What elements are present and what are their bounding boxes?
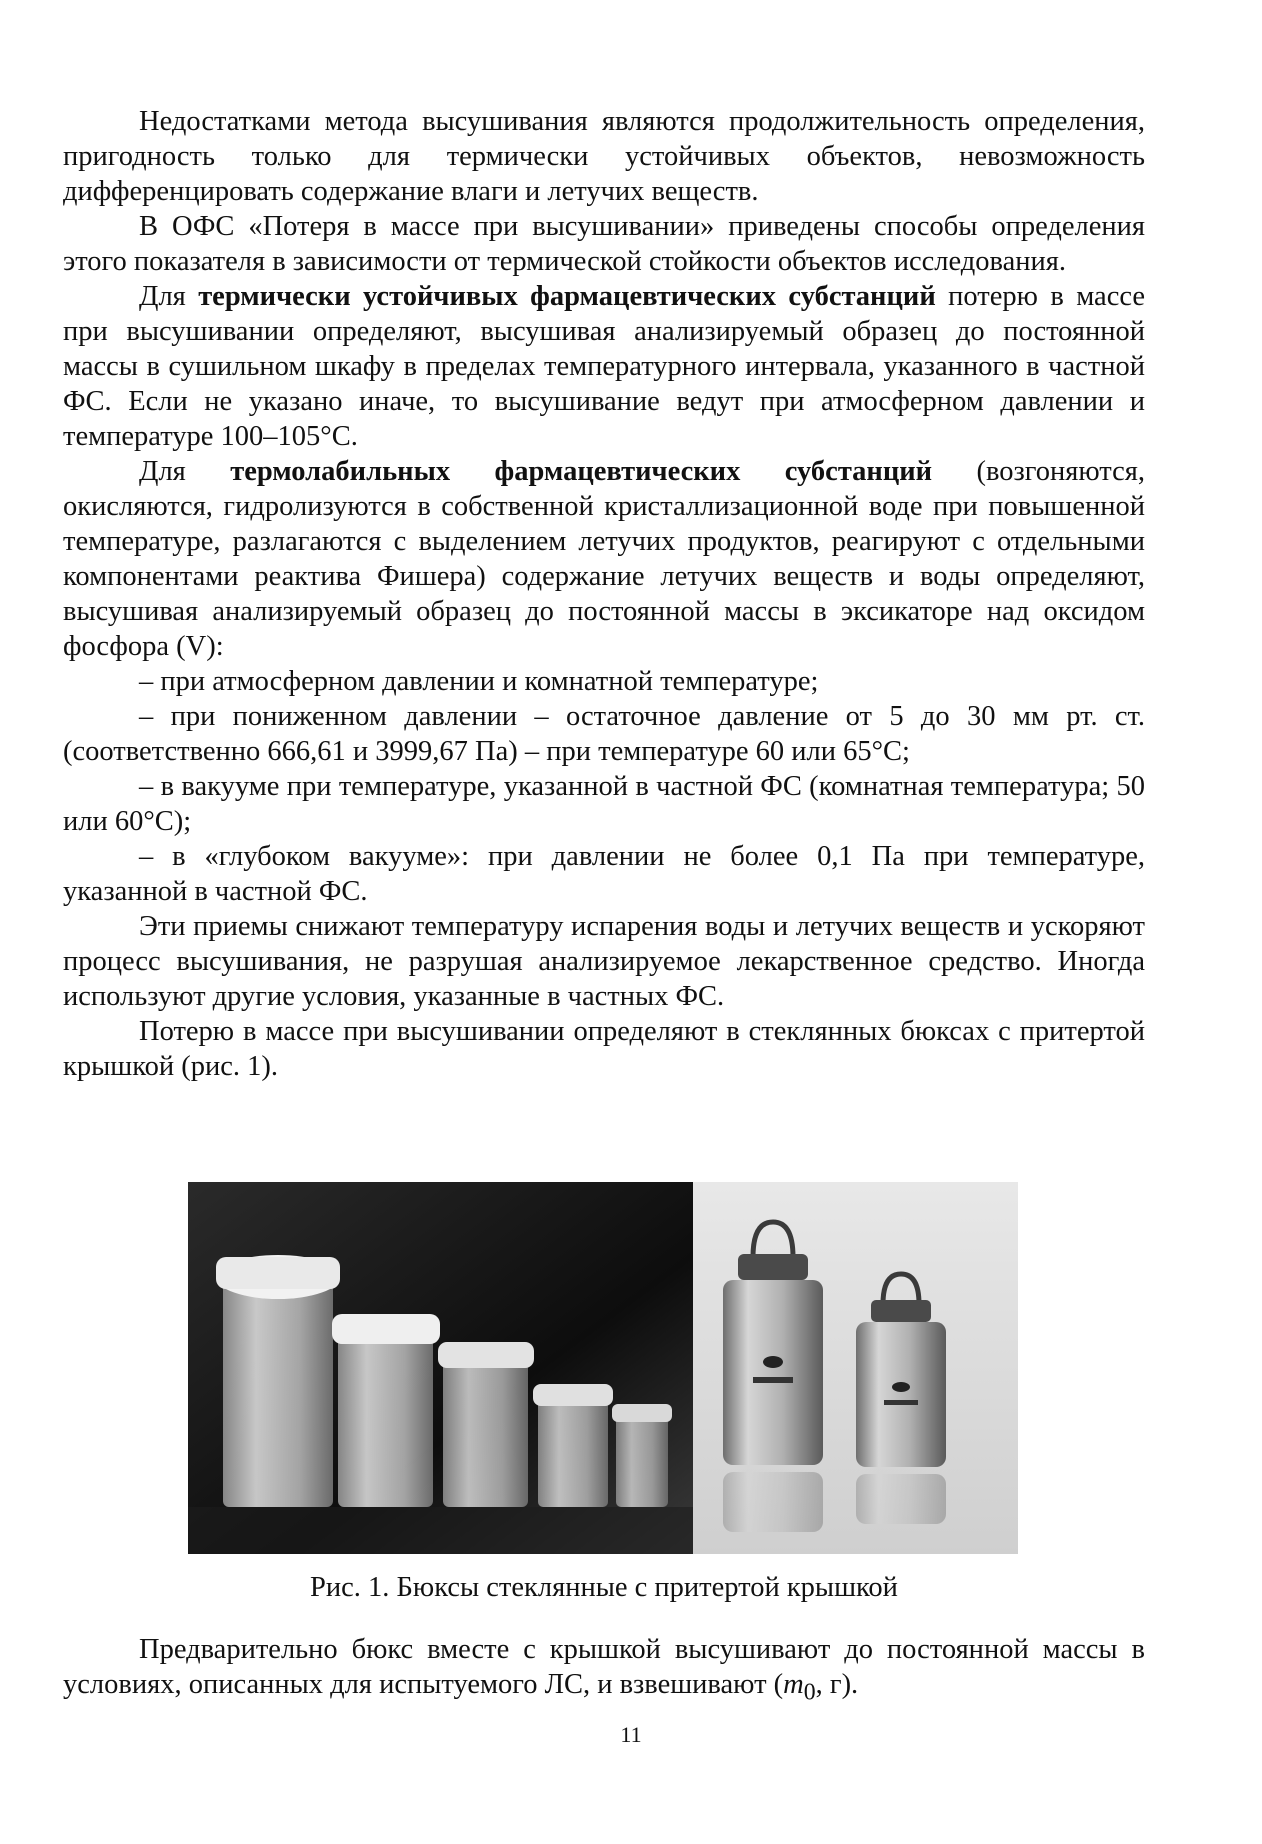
text-run: – в «глубоком вакууме»: при давлении не более 0,1 Па при температуре, указанной в частной ФС.	[63, 841, 1145, 907]
bottle-large	[216, 1255, 340, 1507]
text-run: – при пониженном давлении – остаточное давление от 5 до 30 мм рт. ст. (соответственно 666,61 и 3999,67 Па) – при температуре 60 или 65°С;	[63, 701, 1145, 767]
paragraph	[63, 839, 1145, 909]
text-run: Недостатками метода высушивания являются продолжительность определения, пригодность только для термически устойчивых объектов, невозможность дифференцировать содержание влаги и летучих веществ.	[63, 106, 1145, 207]
text-run: , г).	[815, 1669, 859, 1700]
text-run: В ОФС «Потеря в массе при высушивании» приведены способы определения этого показателя в зависимости от термической стойкости объектов исследования.	[63, 211, 1145, 277]
text-run: потерю в массе при высушивании определяют, высушивая анализируемый образец до постоянной массы в сушильном шкафу в пределах температурного интервала, указанного в частной ФС. Если не указано иначе, то высушивание ведут при атмосферном давлении и температуре 100–105°С.	[63, 281, 1145, 452]
paragraph	[63, 279, 1145, 454]
text-run: – при атмосферном давлении и комнатной температуре;	[139, 666, 819, 697]
paragraph	[63, 699, 1145, 769]
text-run: (возгоняются, окисляются, гидролизуются в собственной кристаллизационной воде при повышенной температуре, разлагаются с выделением летучих продуктов, реагируют с отдельными компонентами реактива Фишера) содержание летучих веществ и воды определяют, высушивая анализируемый образец до постоянной массы в эксикаторе над оксидом фосфора (V):	[63, 456, 1145, 662]
text-run: Предварительно бюкс вместе с крышкой высушивают до постоянной массы в условиях, описанных для испытуемого ЛС, и взвешивают (	[63, 1634, 1145, 1700]
paragraph	[63, 1014, 1145, 1084]
paragraph	[63, 104, 1145, 209]
text-run: Потерю в массе при высушивании определяют в стеклянных бюксах с притертой крышкой (рис. 1).	[63, 1016, 1145, 1082]
bottom-text	[63, 1632, 1145, 1711]
bottle-right-large	[723, 1222, 823, 1532]
bottle-smaller	[533, 1384, 613, 1507]
text-run: – в вакууме при температуре, указанной в частной ФС (комнатная температура; 50 или 60°С);	[63, 771, 1145, 837]
figure-weighing-bottles	[188, 1182, 1018, 1554]
text-run: m	[783, 1669, 804, 1700]
paragraph	[63, 1632, 1145, 1711]
text-run: 0	[803, 1679, 816, 1706]
text-run: Эти приемы снижают температуру испарения воды и летучих веществ и ускоряют процесс высушивания, не разрушая анализируемое лекарственное средство. Иногда используют другие условия, указанные в частных ФС.	[63, 911, 1145, 1012]
paragraph	[63, 454, 1145, 664]
text-run: Для	[139, 456, 231, 487]
figure-caption: Рис. 1. Бюксы стеклянные с притертой крышкой	[310, 1572, 898, 1603]
body-text	[63, 104, 1145, 1084]
paragraph	[63, 769, 1145, 839]
bottle-small	[438, 1342, 534, 1507]
bold-term: термолабильных фармацевтических субстанций	[230, 456, 933, 487]
bold-term: термически устойчивых фармацевтических субстанций	[198, 281, 936, 312]
text-run: Для	[139, 281, 199, 312]
bottle-smallest	[612, 1404, 672, 1507]
bottle-medium	[332, 1314, 440, 1507]
paragraph	[63, 909, 1145, 1014]
paragraph	[63, 209, 1145, 279]
page-number: 11	[620, 1722, 642, 1747]
weighing-bottles-photo	[188, 1182, 1018, 1554]
paragraph	[63, 664, 1145, 699]
